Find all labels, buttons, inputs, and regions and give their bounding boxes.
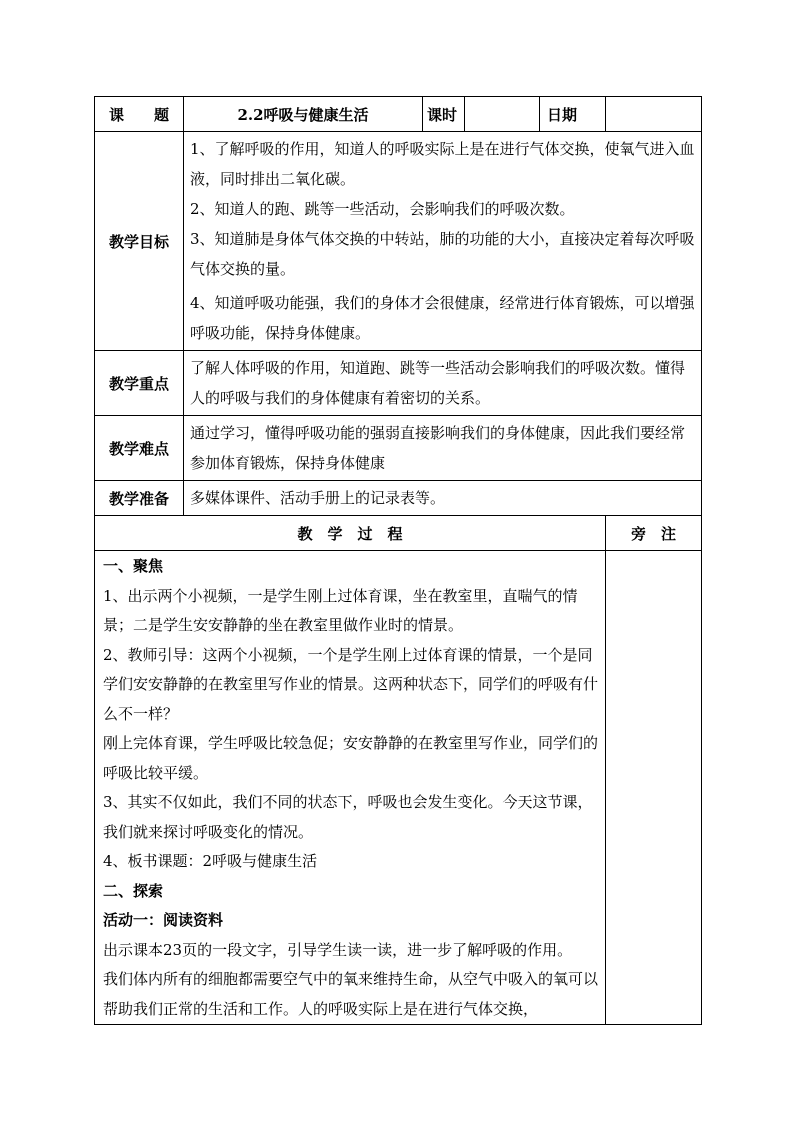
header-row (95, 97, 702, 132)
key-points-label: 教学重点 (95, 351, 184, 416)
process-header-row (95, 516, 702, 551)
objectives-label: 教学目标 (95, 132, 184, 351)
process-paragraph: 4、板书课题：2呼吸与健康生活 (103, 852, 318, 870)
period-value (465, 97, 540, 132)
section-heading: 二、探索 (103, 881, 164, 900)
date-value (606, 97, 702, 132)
objective-item: 4、知道呼吸功能强，我们的身体才会很健康，经常进行体育锻炼，可以增强呼吸功能，保持身体健康。 (190, 294, 695, 342)
preparation-text: 多媒体课件、活动手册上的记录表等。 (184, 481, 702, 516)
difficulties-label: 教学难点 (95, 416, 184, 481)
lesson-plan-table (94, 96, 702, 1025)
objectives-content (184, 132, 702, 351)
process-body-row (95, 551, 702, 1025)
preparation-label: 教学准备 (95, 481, 184, 516)
section-heading: 一、聚焦 (103, 557, 164, 575)
process-paragraph: 2、教师引导：这两个小视频，一个是学生刚上过体育课的情景，一个是同学们安安静静的在教室里写作业的情景。这两种状态下，同学们的呼吸有什么不一样？ (103, 645, 599, 723)
notes-column (606, 551, 702, 1025)
process-paragraph: 1、出示两个小视频，一是学生刚上过体育课，坐在教室里，直喘气的情景；二是学生安安静静的坐在教室里做作业时的情景。 (103, 586, 578, 634)
process-header: 教 学 过 程 (95, 516, 606, 551)
process-content (95, 551, 606, 1025)
objective-item: 3、知道肺是身体气体交换的中转站，肺的功能的大小，直接决定着每次呼吸气体交换的量。 (190, 230, 695, 278)
topic-label (95, 104, 183, 125)
notes-header: 旁 注 (606, 516, 702, 551)
preparation-row (95, 481, 702, 516)
process-paragraph: 出示课本23页的一段文字，引导学生读一读，进一步了解呼吸的作用。 (103, 940, 573, 959)
lesson-title: 2.2呼吸与健康生活 (184, 97, 423, 132)
process-paragraph: 3、其实不仅如此，我们不同的状态下，呼吸也会发生变化。今天这节课，我们就来探讨呼吸变化的情况。 (103, 793, 593, 841)
objective-item: 1、了解呼吸的作用，知道人的呼吸实际上是在进行气体交换，使氧气进入血液，同时排出二氧化碳。 (190, 140, 695, 188)
key-points-text: 了解人体呼吸的作用，知道跑、跳等一些活动会影响我们的呼吸次数。懂得人的呼吸与我们的身体健康有着密切的关系。 (184, 351, 702, 416)
objective-item: 2、知道人的跑、跳等一些活动，会影响我们的呼吸次数。 (190, 200, 575, 218)
activity-heading: 活动一：阅读资料 (103, 911, 224, 929)
date-label: 日期 (540, 97, 606, 132)
period-label: 课时 (423, 97, 465, 132)
process-paragraph: 我们体内所有的细胞都需要空气中的氧来维持生命，从空气中吸入的氧可以帮助我们正常的生活和工作。人的呼吸实际上是在进行气体交换， (103, 970, 599, 1018)
key-points-row (95, 351, 702, 416)
process-paragraph: 刚上完体育课，学生呼吸比较急促；安安静静的在教室里写作业，同学们的呼吸比较平缓。 (103, 734, 599, 782)
objectives-row (95, 132, 702, 351)
topic-label-cell (95, 97, 184, 132)
difficulties-row (95, 416, 702, 481)
difficulties-text: 通过学习，懂得呼吸功能的强弱直接影响我们的身体健康，因此我们要经常参加体育锻炼，保持身体健康 (184, 416, 702, 481)
topic-label-text: 课 题 (109, 105, 170, 124)
